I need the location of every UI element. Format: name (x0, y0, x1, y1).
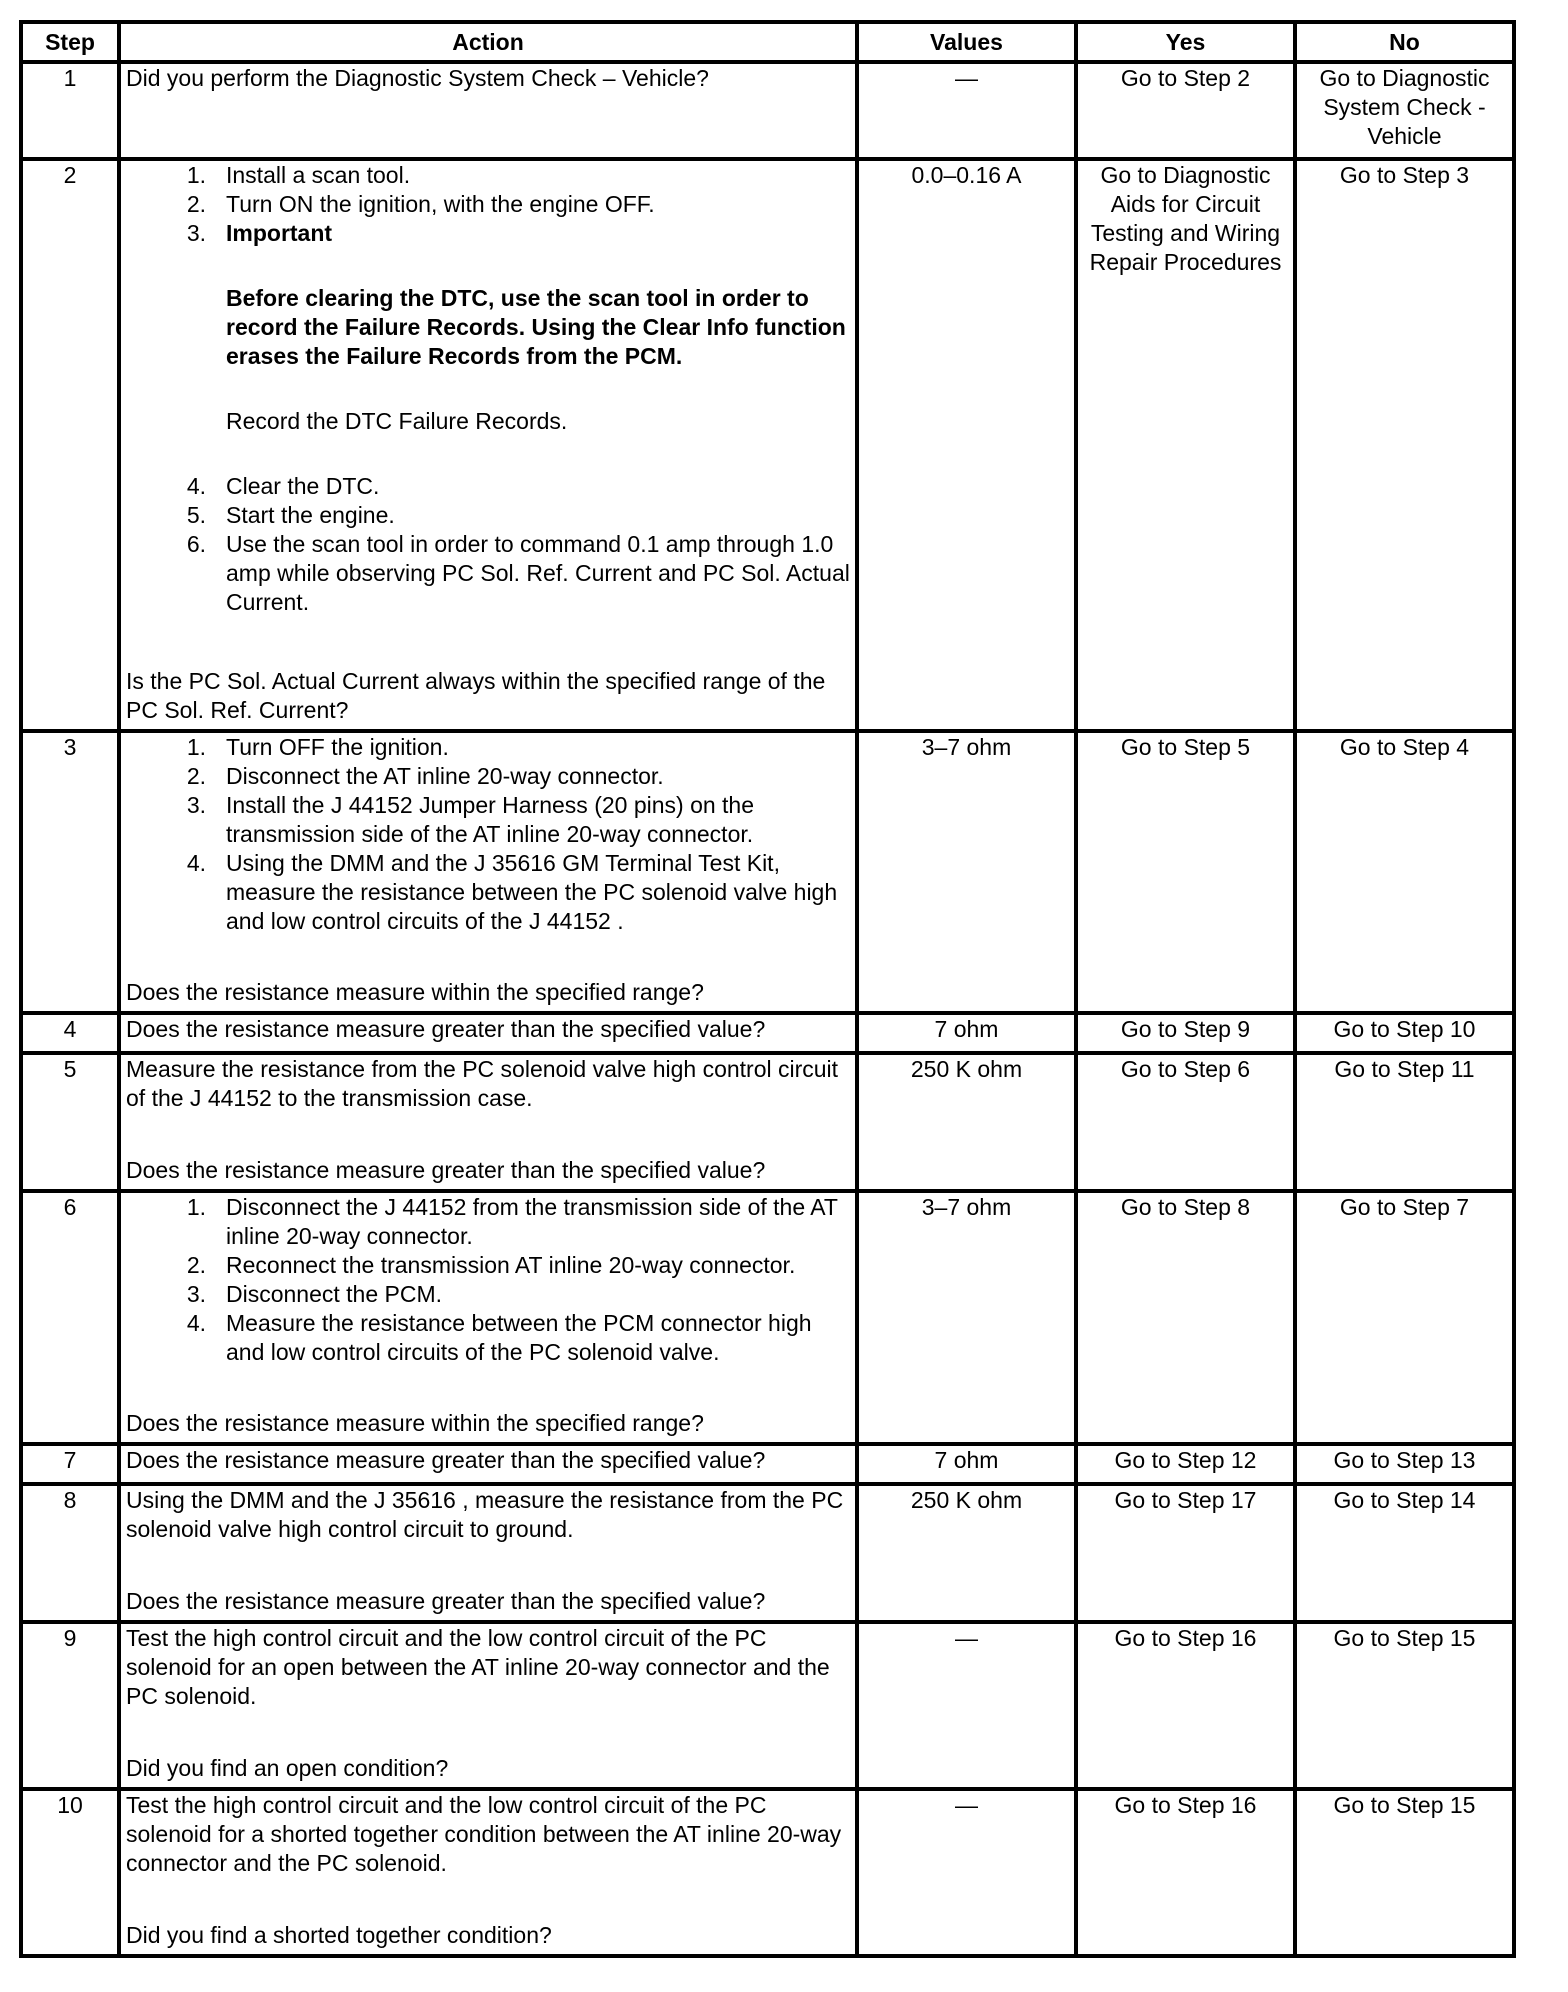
action-cell (119, 62, 857, 159)
action-question: Does the resistance measure greater than the specified value? (126, 1588, 766, 1614)
action-cell (119, 1622, 857, 1789)
list-item: 1. Disconnect the J 44152 from the transmission side of the AT inline 20-way connector. (186, 1194, 838, 1249)
action-cell (119, 159, 857, 731)
value-cell: 3–7 ohm (857, 1191, 1076, 1444)
action-question: Did you find a shorted together condition? (126, 1922, 552, 1948)
table-row (21, 1484, 1514, 1622)
step-number: 6 (21, 1191, 119, 1444)
list-item: 4. Clear the DTC. (186, 473, 380, 499)
list-item: 3. Install the J 44152 Jumper Harness (20 pins) on the transmission side of the AT inline 20-way connector. (186, 792, 755, 847)
table-row (21, 1789, 1514, 1956)
yes-cell: Go to Step 5 (1076, 731, 1295, 1013)
step-number: 8 (21, 1484, 119, 1622)
no-cell: Go to Step 15 (1295, 1789, 1514, 1956)
list-item: 2. Reconnect the transmission AT inline 20-way connector. (186, 1252, 796, 1278)
yes-cell: Go to Step 16 (1076, 1789, 1295, 1956)
list-item: 6. Use the scan tool in order to command 0.1 amp through 1.0 amp while observing PC Sol. Ref. Current and PC Sol. Actual Current. (186, 531, 850, 615)
no-cell: Go to Step 14 (1295, 1484, 1514, 1622)
action-cell (119, 1191, 857, 1444)
action-text: Using the DMM and the J 35616 , measure the resistance from the PC solenoid valve high control circuit to ground. (126, 1487, 844, 1542)
header-row (21, 22, 1514, 62)
yes-cell: Go to Step 9 (1076, 1013, 1295, 1053)
value-cell: 250 K ohm (857, 1484, 1076, 1622)
action-steps (126, 161, 850, 248)
yes-cell: Go to Step 16 (1076, 1622, 1295, 1789)
value-cell: — (857, 62, 1076, 159)
action-text: Test the high control circuit and the low control circuit of the PC solenoid for a shorted together condition between the AT inline 20-way connector and the PC solenoid. (126, 1792, 842, 1876)
action-steps (126, 733, 850, 936)
step-number: 3 (21, 731, 119, 1013)
yes-cell: Go to Step 12 (1076, 1444, 1295, 1484)
step-number: 1 (21, 62, 119, 159)
action-text: Measure the resistance from the PC solenoid valve high control circuit of the J 44152 to the transmission case. (126, 1056, 839, 1111)
action-steps (126, 1193, 850, 1367)
yes-cell: Go to Step 17 (1076, 1484, 1295, 1622)
action-cell (119, 1789, 857, 1956)
list-item: 3. Disconnect the PCM. (186, 1281, 443, 1307)
list-item: 1. Turn OFF the ignition. (186, 734, 449, 760)
step-number: 4 (21, 1013, 119, 1053)
header-action: Action (119, 22, 857, 62)
action-question: Does the resistance measure within the specified range? (126, 979, 704, 1005)
action-question: Is the PC Sol. Actual Current always within the specified range of the PC Sol. Ref. Current? (126, 668, 826, 723)
value-cell: 250 K ohm (857, 1053, 1076, 1191)
header-values: Values (857, 22, 1076, 62)
no-cell: Go to Step 13 (1295, 1444, 1514, 1484)
action-question: Does the resistance measure within the specified range? (126, 1410, 704, 1436)
value-cell: — (857, 1789, 1076, 1956)
action-question: Does the resistance measure greater than the specified value? (126, 1157, 766, 1183)
table-row (21, 731, 1514, 1013)
table-row (21, 1013, 1514, 1053)
yes-cell: Go to Step 2 (1076, 62, 1295, 159)
action-question: Did you perform the Diagnostic System Check – Vehicle? (126, 65, 709, 91)
step-number: 5 (21, 1053, 119, 1191)
header-yes: Yes (1076, 22, 1295, 62)
yes-cell: Go to Step 6 (1076, 1053, 1295, 1191)
header-no: No (1295, 22, 1514, 62)
table-row (21, 1622, 1514, 1789)
value-cell: 7 ohm (857, 1444, 1076, 1484)
step-number: 7 (21, 1444, 119, 1484)
important-note: Before clearing the DTC, use the scan tool in order to record the Failure Records. Using the Clear Info function erases the Failure Records from the PCM. (226, 285, 846, 369)
action-question: Did you find an open condition? (126, 1755, 449, 1781)
list-item: 2. Disconnect the AT inline 20-way connector. (186, 763, 664, 789)
value-cell: 0.0–0.16 A (857, 159, 1076, 731)
action-cell (119, 1053, 857, 1191)
action-cell (119, 1444, 857, 1484)
list-item: 1. Install a scan tool. (186, 162, 411, 188)
record-note: Record the DTC Failure Records. (226, 408, 568, 434)
no-cell: Go to Step 3 (1295, 159, 1514, 731)
value-cell: 7 ohm (857, 1013, 1076, 1053)
no-cell: Go to Step 4 (1295, 731, 1514, 1013)
table-row (21, 1444, 1514, 1484)
list-item: 2. Turn ON the ignition, with the engine OFF. (186, 191, 655, 217)
no-cell: Go to Step 15 (1295, 1622, 1514, 1789)
no-cell: Go to Step 10 (1295, 1013, 1514, 1053)
action-question: Does the resistance measure greater than the specified value? (126, 1016, 766, 1042)
action-question: Does the resistance measure greater than the specified value? (126, 1447, 766, 1473)
no-cell: Go to Diagnostic System Check - Vehicle (1295, 62, 1514, 159)
table-row (21, 1053, 1514, 1191)
action-text: Test the high control circuit and the low control circuit of the PC solenoid for an open between the AT inline 20-way connector and the PC solenoid. (126, 1625, 830, 1709)
action-cell (119, 731, 857, 1013)
table-row (21, 1191, 1514, 1444)
action-steps (126, 472, 850, 617)
action-cell (119, 1484, 857, 1622)
value-cell: 3–7 ohm (857, 731, 1076, 1013)
list-item: 4. Using the DMM and the J 35616 GM Terminal Test Kit, measure the resistance between the PC solenoid valve high and low control circuits of the J 44152 . (186, 850, 838, 934)
action-cell (119, 1013, 857, 1053)
step-number: 2 (21, 159, 119, 731)
no-cell: Go to Step 11 (1295, 1053, 1514, 1191)
list-item: 3. Important (186, 220, 333, 246)
step-number: 9 (21, 1622, 119, 1789)
yes-cell: Go to Diagnostic Aids for Circuit Testing and Wiring Repair Procedures (1076, 159, 1295, 731)
no-cell: Go to Step 7 (1295, 1191, 1514, 1444)
list-item: 5. Start the engine. (186, 502, 395, 528)
list-item: 4. Measure the resistance between the PCM connector high and low control circuits of the PC solenoid valve. (186, 1310, 812, 1365)
header-step: Step (21, 22, 119, 62)
diagnostic-table (19, 20, 1516, 1958)
table-row (21, 159, 1514, 731)
value-cell: — (857, 1622, 1076, 1789)
yes-cell: Go to Step 8 (1076, 1191, 1295, 1444)
step-number: 10 (21, 1789, 119, 1956)
table-row (21, 62, 1514, 159)
